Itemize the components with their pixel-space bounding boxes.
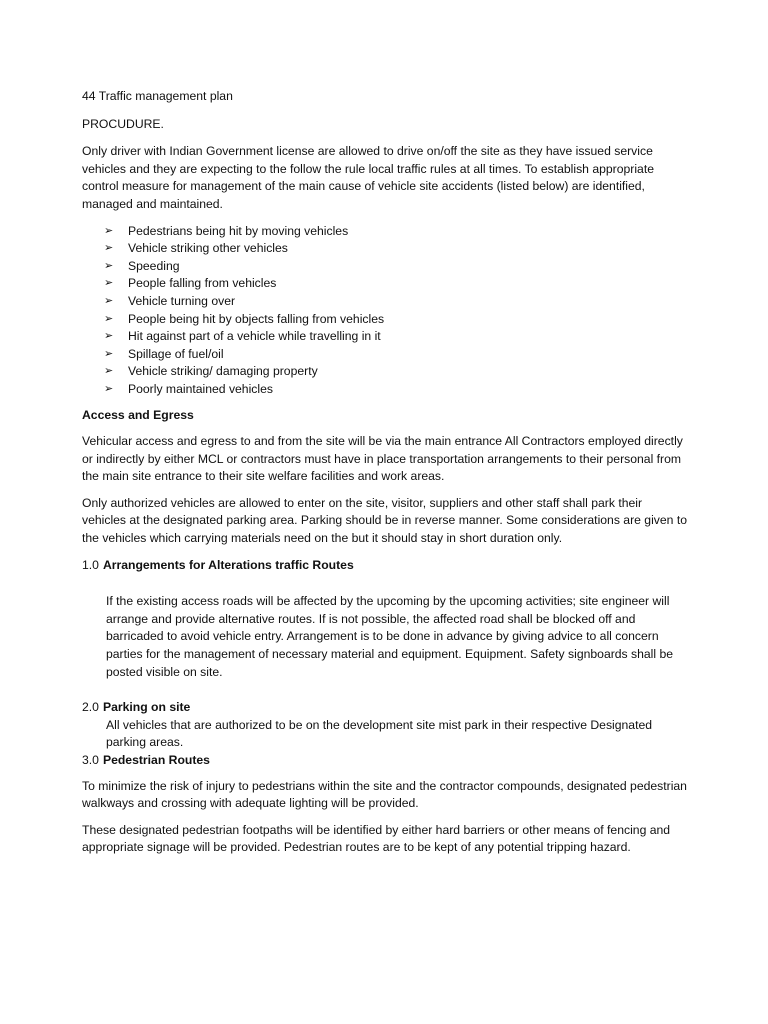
list-item: ➢ People falling from vehicles — [82, 275, 688, 293]
list-item: ➢ Vehicle striking/ damaging property — [82, 363, 688, 381]
section-3-paragraph-1: To minimize the risk of injury to pedestrians within the site and the contractor compounds, designated pedestrian walkways and crossing with adequate lighting will be provided. — [82, 778, 687, 811]
arrow-bullet-icon: ➢ — [104, 294, 114, 307]
list-item: ➢ People being hit by objects falling from vehicles — [82, 311, 688, 329]
list-item: ➢ Speeding — [82, 258, 688, 276]
access-paragraph-1: Vehicular access and egress to and from the site will be via the main entrance All Contractors employed directly or indirectly by either MCL or contractors must have in place transportation arrangements to their personal from the main site entrance to their site welfare facilities and work areas. — [82, 434, 683, 484]
list-item: ➢ Poorly maintained vehicles — [82, 381, 688, 399]
section-2-body: All vehicles that are authorized to be on the development site mist park in their respective Designated parking areas. — [106, 717, 653, 750]
list-item: ➢ Vehicle striking other vehicles — [82, 240, 688, 258]
arrow-bullet-icon: ➢ — [104, 382, 114, 395]
intro-paragraph: Only driver with Indian Government license are allowed to drive on/off the site as they have issued service vehicles and they are expecting to the follow the rule local traffic rules at all times. To establish appropriate control measure for management of the main cause of vehicle site accidents (listed below) are identified, managed and maintained. — [82, 144, 654, 211]
arrow-bullet-icon: ➢ — [104, 259, 114, 272]
section-3-number: 3.0 — [82, 753, 99, 767]
access-egress-heading: Access and Egress — [82, 407, 194, 422]
section-1-heading — [82, 557, 688, 575]
access-paragraph-2: Only authorized vehicles are allowed to enter on the site, visitor, suppliers and other staff shall park their vehicles at the designated parking area. Parking should be in reverse manner. Some considerations are given to the vehicles which carrying materials need on the but it should stay in short duration only. — [82, 495, 687, 546]
list-item: ➢ Pedestrians being hit by moving vehicles — [82, 223, 688, 241]
section-3-heading — [82, 752, 688, 770]
section-3-title: Pedestrian Routes — [102, 753, 210, 767]
section-2-heading — [82, 699, 688, 717]
section-3-paragraph-2: These designated pedestrian footpaths will be identified by either hard barriers or other means of fencing and appropriate signage will be provided. Pedestrian routes are to be kept of any potential tripping hazard. — [82, 822, 671, 855]
arrow-bullet-icon: ➢ — [104, 224, 114, 237]
list-item: ➢ Spillage of fuel/oil — [82, 346, 688, 364]
section-1-title: Arrangements for Alterations traffic Routes — [102, 557, 354, 572]
arrow-bullet-icon: ➢ — [104, 347, 114, 360]
page-title: 44 Traffic management plan — [82, 89, 233, 103]
section-1-body: If the existing access roads will be affected by the upcoming by the upcoming activities; site engineer will arrange and provide alternative routes. If is not possible, the affected road shall be blocked off and barricaded to avoid vehicle entry. Arrangement is to be done in advance by giving advice to all concern parties for the management of necessary material and equipment. Equipment. Safety signboards shall be posted visible on site. — [106, 594, 674, 679]
arrow-bullet-icon: ➢ — [104, 312, 114, 325]
section-1-number: 1.0 — [82, 557, 99, 572]
arrow-bullet-icon: ➢ — [104, 365, 114, 378]
arrow-bullet-icon: ➢ — [104, 277, 114, 290]
arrow-bullet-icon: ➢ — [104, 330, 114, 343]
document-page — [82, 88, 688, 866]
accident-causes-list — [82, 223, 688, 399]
section-2-title: Parking on site — [102, 700, 191, 715]
section-2-number: 2.0 — [82, 700, 99, 715]
procedure-heading: PROCUDURE. — [82, 116, 164, 131]
list-item: ➢ Vehicle turning over — [82, 293, 688, 311]
list-item: ➢ Hit against part of a vehicle while travelling in it — [82, 328, 688, 346]
arrow-bullet-icon: ➢ — [104, 242, 114, 255]
